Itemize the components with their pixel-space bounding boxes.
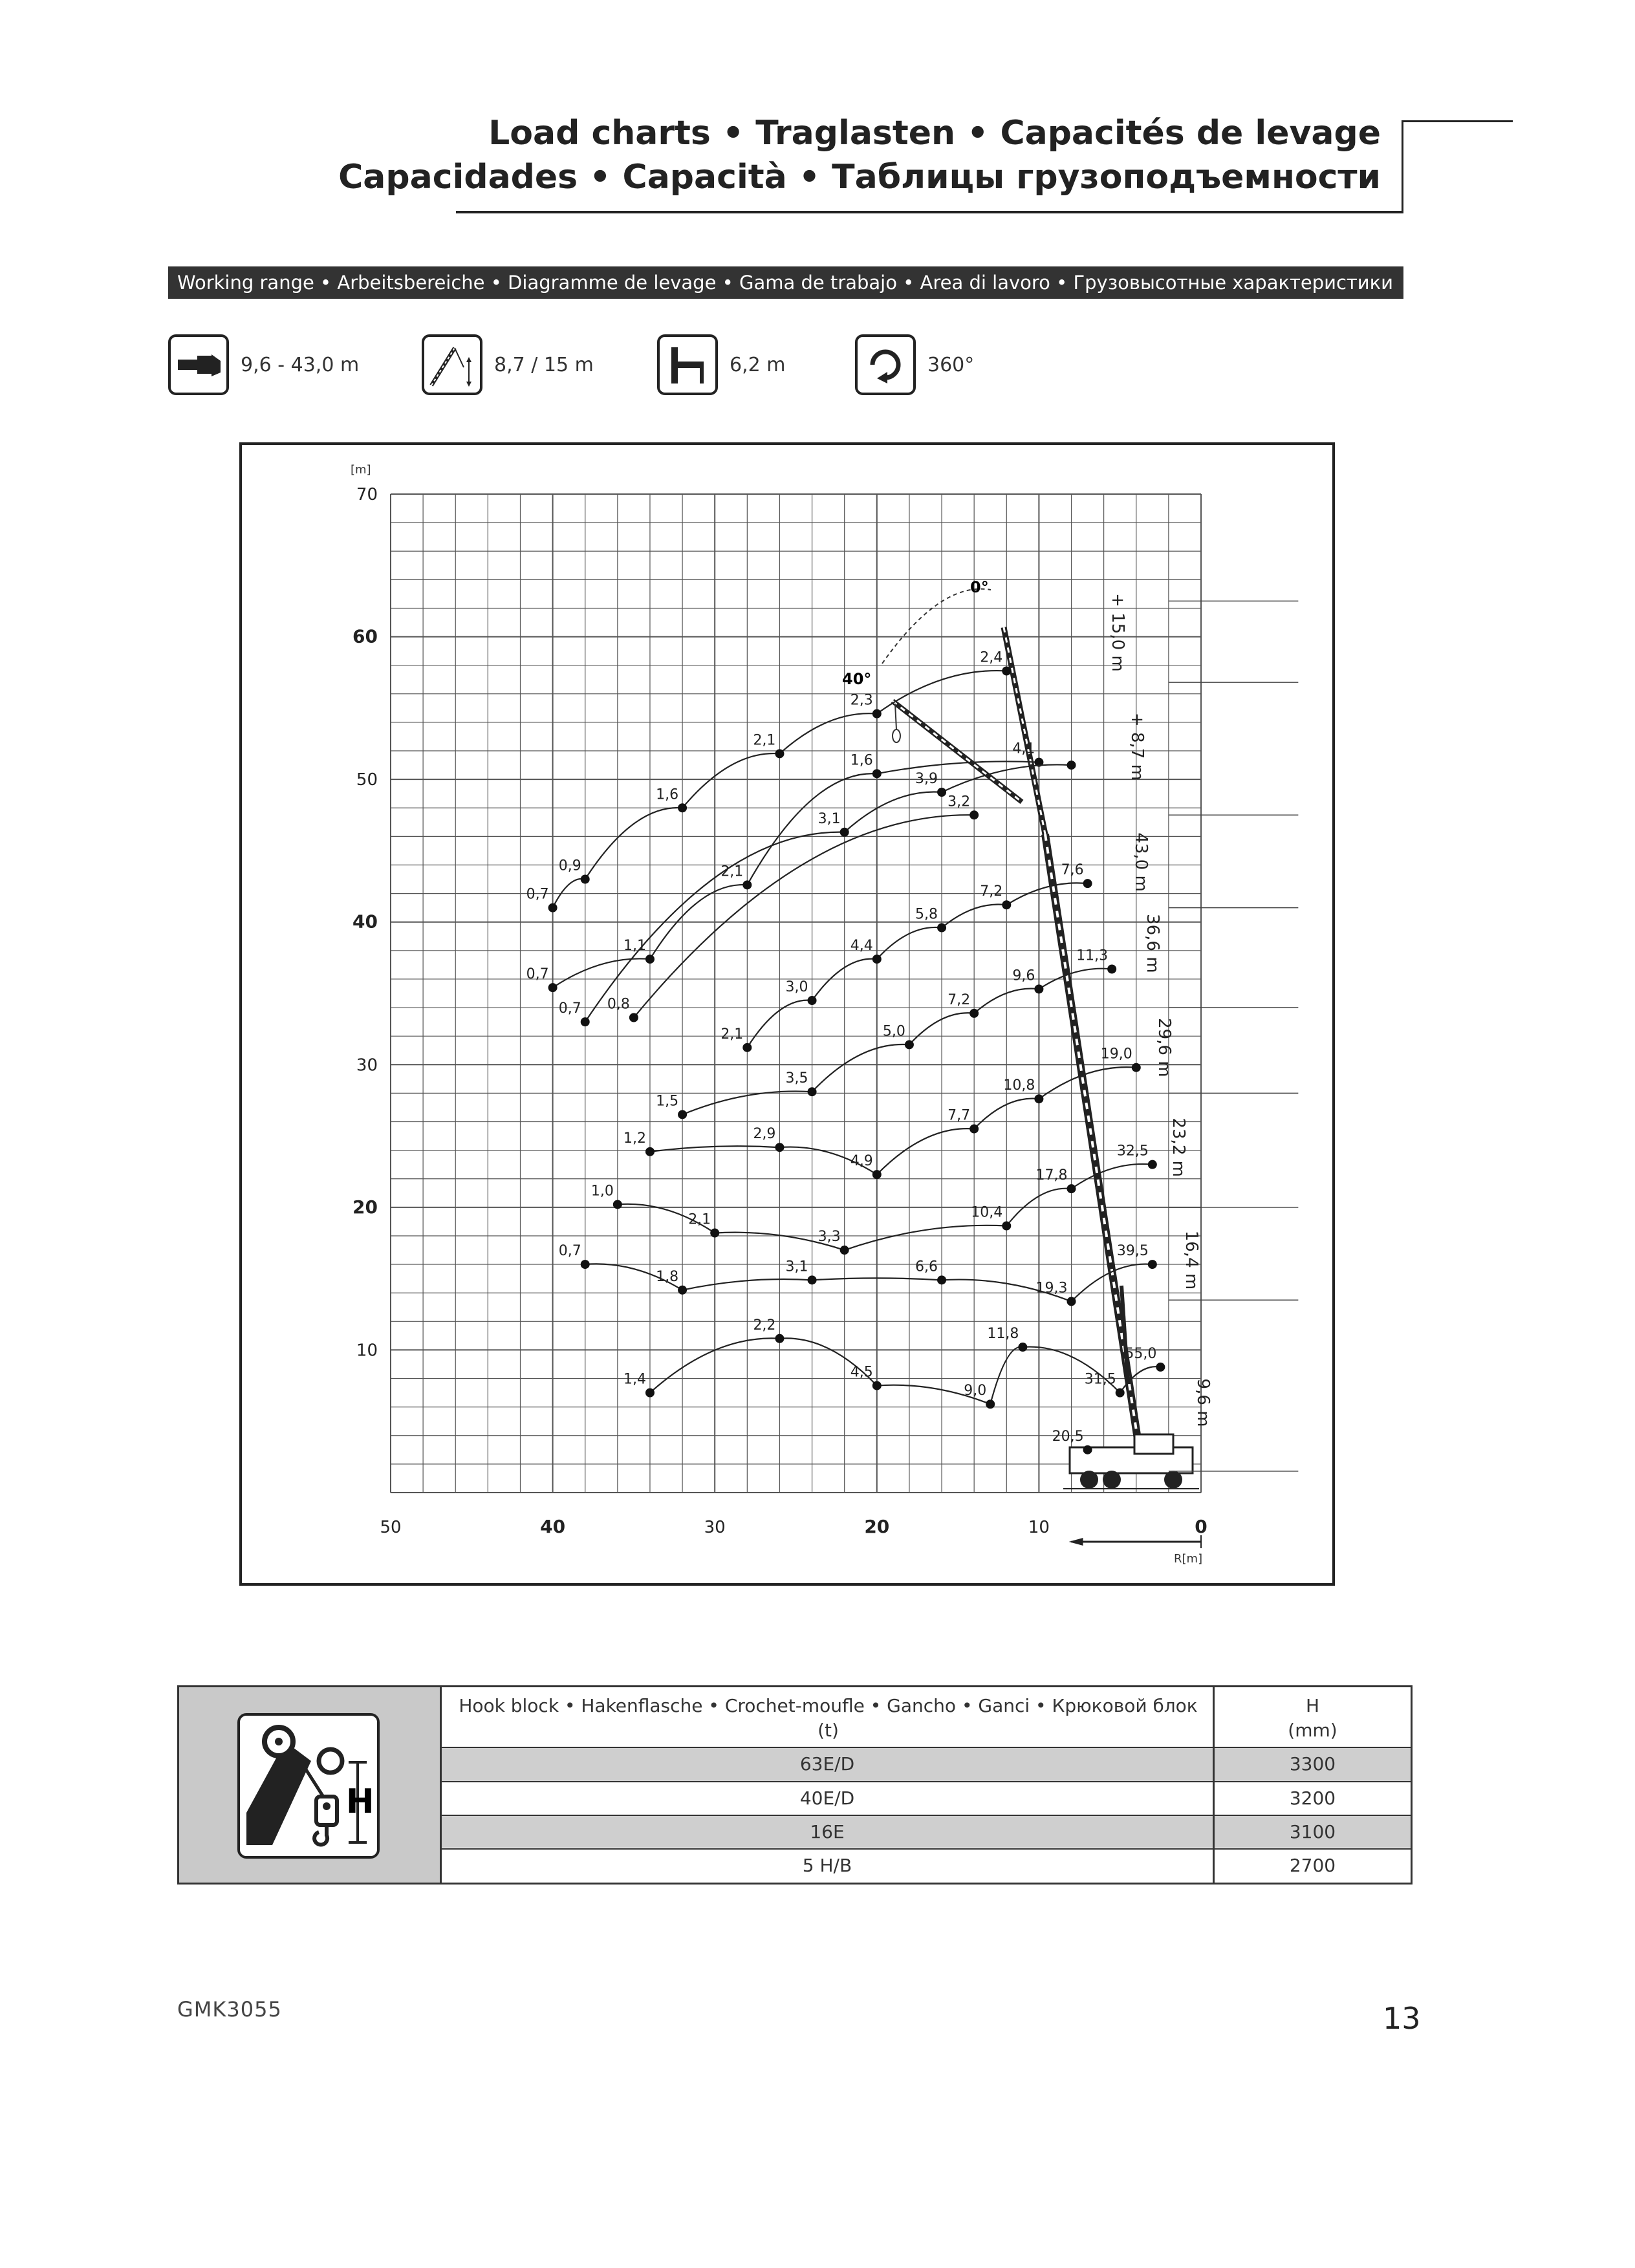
chart-axes xyxy=(351,463,1207,1566)
load-point xyxy=(1034,984,1043,993)
spec-value: 360° xyxy=(927,353,975,376)
load-value-label: 39,5 xyxy=(1116,1243,1149,1260)
load-point xyxy=(548,903,558,913)
boom-length-label: 43,0 m xyxy=(1131,832,1151,892)
load-point xyxy=(872,1170,882,1179)
boom-length-label: 9,6 m xyxy=(1193,1378,1213,1427)
boom-length-label: + 15,0 m xyxy=(1108,593,1127,672)
load-value-label: 9,6 xyxy=(1012,967,1035,984)
load-value-label: 6,6 xyxy=(915,1258,938,1275)
y-tick-label: 30 xyxy=(356,1055,378,1075)
boom-length-label: 16,4 m xyxy=(1182,1230,1201,1290)
x-tick-label: 50 xyxy=(380,1518,402,1537)
load-value-label: 10,4 xyxy=(971,1204,1003,1221)
boom-length-label: 29,6 m xyxy=(1154,1018,1174,1077)
jib-length-icon xyxy=(422,334,482,395)
load-point xyxy=(645,1388,655,1398)
load-point xyxy=(581,1260,590,1269)
y-axis-unit: [m] xyxy=(351,463,371,477)
page-title xyxy=(338,111,1381,199)
load-point xyxy=(937,923,946,933)
load-value-label: 11,8 xyxy=(987,1326,1019,1343)
load-value-label: 2,9 xyxy=(753,1126,776,1143)
hook-block-table xyxy=(177,1685,1413,1885)
load-value-label: 32,5 xyxy=(1116,1143,1149,1160)
y-tick-label: 50 xyxy=(356,770,378,790)
x-tick-label: 40 xyxy=(540,1516,566,1537)
load-point xyxy=(1018,1343,1027,1352)
load-point xyxy=(742,880,752,889)
load-point xyxy=(775,749,784,758)
hook-height-label: H xyxy=(346,1782,374,1821)
header-hook-block xyxy=(442,1691,1215,1747)
load-value-label: 3,5 xyxy=(785,1070,808,1087)
load-point xyxy=(1107,965,1116,974)
load-value-label: 7,2 xyxy=(980,883,1003,900)
load-value-label: 4,4 xyxy=(850,938,873,955)
slewing-range-icon xyxy=(855,334,916,395)
load-value-label: 4,5 xyxy=(850,1364,873,1381)
load-point xyxy=(937,788,946,797)
load-value-label: 2,4 xyxy=(980,649,1003,666)
load-curve xyxy=(650,1067,1136,1174)
hook-block-icon xyxy=(237,1713,380,1859)
load-point xyxy=(1083,879,1092,888)
corner-mark-vertical xyxy=(1402,120,1403,213)
load-value-label: 0,7 xyxy=(526,966,549,983)
load-point xyxy=(840,1246,849,1255)
load-point xyxy=(775,1334,784,1343)
title-underline xyxy=(456,211,1403,213)
load-value-label: 10,8 xyxy=(1003,1077,1035,1094)
table-row-block: 16E xyxy=(810,1821,845,1842)
header-hook-block-unit: (t) xyxy=(817,1720,839,1741)
load-point xyxy=(1132,1063,1141,1072)
spec-value: 9,6 - 43,0 m xyxy=(241,353,360,376)
load-value-label: 2,1 xyxy=(720,863,744,880)
y-tick-label: 60 xyxy=(352,625,378,647)
header-h xyxy=(1215,1691,1411,1747)
spec-jib-length xyxy=(422,334,594,395)
table-row-h: 3200 xyxy=(1289,1787,1336,1809)
load-value-label: 0,9 xyxy=(558,858,581,874)
load-value-label: 1,6 xyxy=(850,752,873,769)
load-value-label: 5,0 xyxy=(882,1023,905,1040)
working-range-chart-svg xyxy=(242,445,1332,1583)
load-point xyxy=(581,875,590,884)
title-line-2: Capacidades • Capacità • Таблицы грузоподъемности xyxy=(338,158,1381,197)
load-point xyxy=(678,1110,687,1119)
load-value-label: 17,8 xyxy=(1035,1167,1068,1184)
load-value-label: 11,3 xyxy=(1076,947,1109,964)
angle-label-0: 0° xyxy=(970,578,989,596)
boom-length-icon xyxy=(168,334,229,395)
load-value-label: 5,8 xyxy=(915,906,938,923)
load-point xyxy=(969,1009,979,1018)
header-hook-block-desc: Hook block • Hakenflasche • Crochet-moufle • Gancho • Ganci • Крюковой блок xyxy=(459,1695,1198,1716)
load-value-label: 20,5 xyxy=(1052,1428,1084,1445)
load-point xyxy=(872,709,882,718)
load-value-label: 7,2 xyxy=(947,991,971,1008)
load-value-label: 3,1 xyxy=(785,1258,808,1275)
table-row-h: 2700 xyxy=(1289,1855,1336,1876)
load-value-label: 2,1 xyxy=(753,732,776,749)
load-value-label: 55,0 xyxy=(1125,1345,1157,1362)
load-point xyxy=(1083,1445,1092,1454)
page-number: 13 xyxy=(1383,2001,1421,2036)
load-point xyxy=(1034,1094,1043,1103)
y-tick-label: 70 xyxy=(356,485,378,504)
load-point xyxy=(581,1017,590,1026)
load-point xyxy=(1067,1184,1076,1193)
load-point xyxy=(986,1399,995,1409)
load-value-label: 1,5 xyxy=(656,1093,679,1110)
boom-length-label: 23,2 m xyxy=(1169,1118,1188,1177)
header-h-unit: (mm) xyxy=(1288,1720,1337,1741)
x-axis-unit: R[m] xyxy=(1174,1552,1203,1566)
spec-value: 6,2 m xyxy=(730,353,786,376)
load-point xyxy=(645,955,655,964)
load-point xyxy=(678,803,687,812)
load-value-label: 2,1 xyxy=(688,1211,711,1228)
table-row-block: 40E/D xyxy=(799,1787,855,1809)
load-point xyxy=(969,810,979,819)
load-value-label: 1,8 xyxy=(656,1268,679,1285)
footer-model-name: GMK3055 xyxy=(177,1997,282,2022)
load-value-label: 4,1 xyxy=(1012,740,1035,757)
x-tick-label: 20 xyxy=(864,1516,890,1537)
working-range-chart xyxy=(239,442,1335,1586)
load-point xyxy=(1156,1363,1165,1372)
load-point xyxy=(548,983,558,992)
load-value-label: 4,9 xyxy=(850,1153,873,1170)
angle-label-40: 40° xyxy=(842,670,872,688)
x-tick-label: 10 xyxy=(1028,1518,1050,1537)
load-value-label: 7,7 xyxy=(947,1107,971,1124)
load-point xyxy=(937,1275,946,1284)
spec-outrigger-span xyxy=(657,334,785,395)
table-row-h: 3300 xyxy=(1289,1753,1336,1775)
load-point xyxy=(1148,1160,1157,1169)
load-value-label: 9,0 xyxy=(964,1383,987,1399)
load-value-label: 7,6 xyxy=(1061,862,1084,879)
title-line-1: Load charts • Traglasten • Capacités de levage xyxy=(488,114,1381,153)
load-point xyxy=(1067,761,1076,770)
load-point xyxy=(1148,1260,1157,1269)
load-point xyxy=(613,1200,622,1209)
load-value-label: 1,0 xyxy=(590,1183,614,1200)
load-value-label: 0,7 xyxy=(558,1243,581,1260)
load-value-label: 1,1 xyxy=(623,938,646,955)
hook-block-panel xyxy=(179,1687,442,1883)
boom-length-label: + 8,7 m xyxy=(1127,712,1147,781)
corner-mark-horizontal xyxy=(1402,120,1513,122)
load-point xyxy=(1002,667,1011,676)
load-point xyxy=(905,1040,914,1049)
x-tick-label: 30 xyxy=(704,1518,726,1537)
boom-length-label: 36,6 m xyxy=(1143,914,1162,973)
radius-arrow-head xyxy=(1069,1538,1083,1546)
load-value-label: 19,0 xyxy=(1100,1046,1132,1063)
load-point xyxy=(840,828,849,837)
load-point xyxy=(775,1143,784,1152)
load-value-label: 0,7 xyxy=(558,1000,581,1017)
load-value-label: 0,8 xyxy=(607,996,630,1013)
load-point xyxy=(872,769,882,778)
load-value-label: 1,4 xyxy=(623,1371,646,1388)
load-value-label: 31,5 xyxy=(1084,1371,1116,1388)
load-value-label: 2,1 xyxy=(720,1026,744,1042)
load-point xyxy=(629,1013,638,1022)
load-point xyxy=(872,955,882,964)
spec-value: 8,7 / 15 m xyxy=(494,353,594,376)
load-value-label: 1,6 xyxy=(656,786,679,803)
load-point xyxy=(1002,1222,1011,1231)
load-point xyxy=(808,1275,817,1284)
load-point xyxy=(808,996,817,1005)
section-banner: Working range • Arbeitsbereiche • Diagramme de levage • Gama de trabajo • Area di lavoro • Грузовысотные характеристики xyxy=(168,266,1403,299)
outrigger-span-icon xyxy=(657,334,718,395)
load-value-label: 19,3 xyxy=(1035,1280,1068,1297)
load-value-label: 3,1 xyxy=(817,810,841,827)
y-tick-label: 10 xyxy=(356,1341,378,1361)
load-value-label: 1,2 xyxy=(623,1130,646,1147)
load-point xyxy=(969,1125,979,1134)
load-point xyxy=(872,1381,882,1390)
table-row-block: 63E/D xyxy=(799,1753,855,1775)
chart-series xyxy=(526,650,1165,1454)
load-point xyxy=(742,1043,752,1052)
header-h-label: H xyxy=(1305,1695,1320,1716)
table-row-h: 3100 xyxy=(1289,1821,1336,1842)
spec-boom-length xyxy=(168,334,359,395)
load-point xyxy=(1116,1388,1125,1398)
load-point xyxy=(710,1229,719,1238)
load-value-label: 3,2 xyxy=(947,794,971,810)
load-point xyxy=(678,1286,687,1295)
load-value-label: 3,9 xyxy=(915,770,938,787)
load-value-label: 3,0 xyxy=(785,979,808,996)
x-tick-label: 0 xyxy=(1195,1516,1207,1537)
load-point xyxy=(645,1147,655,1156)
y-tick-label: 40 xyxy=(352,911,378,933)
load-point xyxy=(1002,900,1011,909)
y-tick-label: 20 xyxy=(352,1196,378,1218)
load-value-label: 3,3 xyxy=(817,1229,841,1246)
spec-slewing-range xyxy=(855,334,974,395)
load-value-label: 2,2 xyxy=(753,1317,776,1334)
load-point xyxy=(1067,1297,1076,1306)
load-value-label: 2,3 xyxy=(850,692,873,709)
load-point xyxy=(808,1087,817,1096)
table-row-block: 5 H/B xyxy=(802,1855,852,1876)
load-value-label: 0,7 xyxy=(526,886,549,903)
